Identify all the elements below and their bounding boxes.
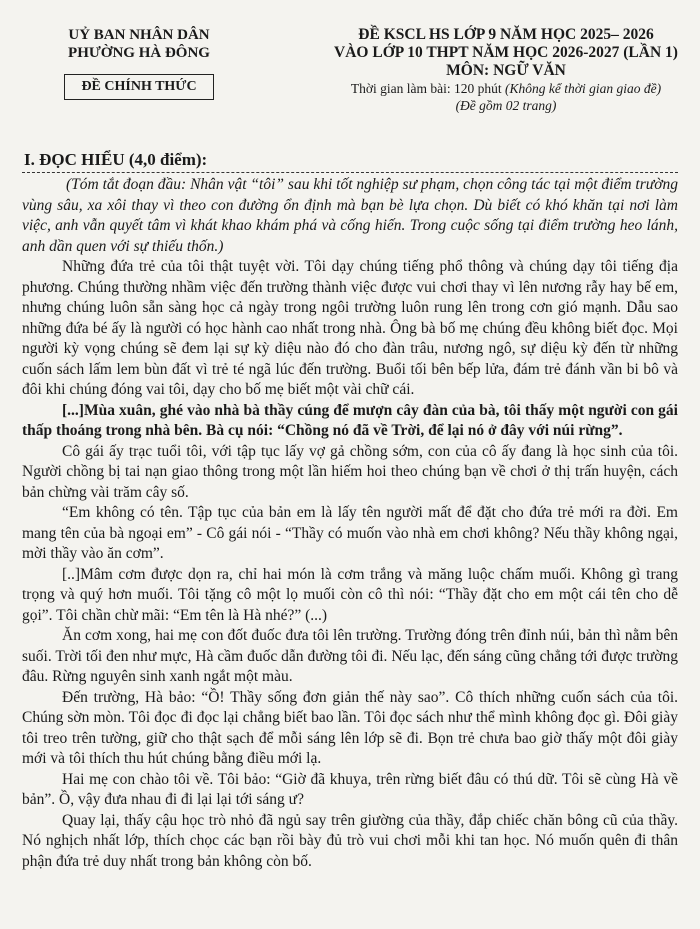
passage-paragraph: Đến trường, Hà bảo: “Ồ! Thầy sống đơn giản thế này sao”. Cô thích những cuốn sách của tôi. Chúng sờn mòn. Tôi đọc đi đọc lại chẳng biết bao lần. Tôi đọc sách như thể mình không đọc gì. Đôi giày tôi treo trên tường, giữ cho thật sạch để mỗi sáng lên lớp sẽ đi. Bọn trẻ chưa bao giờ thấy một đôi giày mới và tôi thích thu hút chúng bằng điều mới lạ. [22,688,678,767]
exam-info [312,26,700,114]
exam-title-line-2: VÀO LỚP 10 THPT NĂM HỌC 2026-2027 (LẦN 1) [334,44,678,61]
time-label: Thời gian làm bài: 120 phút [350,81,502,96]
passage-paragraph: Ăn cơm xong, hai mẹ con đốt đuốc đưa tôi lên trường. Trường đóng trên đỉnh núi, bản thì nằm bên suối. Trời tối đen như mực, Hà cầm đuốc dẫn đường tôi đi. Nếu lạc, đến sáng cũng chẳng tới được trường đâu. Rừng nguyên sinh xanh ngắt một màu. [22,627,678,685]
passage-paragraph: Hai mẹ con chào tôi về. Tôi bảo: “Giờ đã khuya, trên rừng biết đâu có thú dữ. Tôi sẽ cùng Hà về bản”. Ồ, vậy đưa nhau đi đi lại lại tới sáng ư? [22,770,678,808]
org-line-1: UỶ BAN NHÂN DÂN [68,27,210,43]
passage-paragraph: Quay lại, thấy cậu học trò nhỏ đã ngủ say trên giường của thầy, đắp chiếc chăn bông cũ của thầy. Nó nghịch nhất lớp, thích chọc các bạn rồi bày đủ trò vui chơi mỗi khi tan học. Nó muốn quên đi thân phận đứa trẻ duy nhất trong bản không còn bố. [22,811,678,870]
pages-note: (Đề gồm 02 trang) [455,98,557,113]
passage-summary: (Tóm tắt đoạn đầu: Nhân vật “tôi” sau khi tốt nghiệp sư phạm, chọn công tác tại một điểm trường vùng sâu, xa xôi thay vì theo con đường ổn định mà bạn bè lựa chọn. Dù biết có khó khăn tại nơi làm việc, anh vẫn quyết tâm vì khát khao khám phá và cống hiến. Trong cuộc sống tại điểm trường heo lánh, anh dần quen với sự thiếu thốn.) [22,176,678,255]
passage-paragraph: [...]Mùa xuân, ghé vào nhà bà thầy cúng để mượn cây đàn của bà, tôi thấy một người con gái thấp thoáng trong nhà bên. Bà cụ nói: “Chồng nó đã về Trời, để lại nó ở đây với núi rừng”. [22,401,678,439]
passage-paragraph: Những đứa trẻ của tôi thật tuyệt vời. Tôi dạy chúng tiếng phổ thông và chúng dạy tôi tiếng địa phương. Chúng thường nhầm việc đến trường thành việc được vui chơi thay vì lên nương rẫy hay bế em, nhưng chúng luôn sẵn sàng học cả ngày trong ngôi trường luôn rung lên trong cơn gió mạnh. Dẫu sao những đứa bé ấy là người có học hành cao nhất trong nhà. Ông bà bố mẹ chúng đều không biết đọc. Mọi người kỳ vọng chúng sẽ đem lại sự kỳ diệu nào đó cho đàn trâu, nương ngô, sự diệu kỳ đến từ những cuốn sách lấm lem bùn đất vì trẻ té ngã lúc đến trường. Buổi tối bên bếp lửa, đám trẻ đánh vần bi bô và đôi khi chúng đóng vai tôi, dạy cho bố mẹ biết một vài chữ cái. [22,258,678,398]
official-label-box: ĐỀ CHÍNH THỨC [64,74,214,100]
exam-header [22,18,678,136]
section-title: I. ĐỌC HIỂU (4,0 điểm): [24,150,208,169]
dashed-divider [22,172,678,173]
exam-subject: MÔN: NGỮ VĂN [446,62,566,79]
time-note: (Không kể thời gian giao đề) [505,81,662,96]
issuing-authority [44,26,234,100]
exam-title-line-1: ĐỀ KSCL HS LỚP 9 NĂM HỌC 2025– 2026 [358,26,654,43]
passage-paragraph: “Em không có tên. Tập tục của bản em là lấy tên người mất để đặt cho đứa trẻ mới ra đời. Em mang tên của bà ngoại em” - Cô gái nói - “Thầy có muốn vào nhà em chơi không? Nếu thầy không ngại, mời thầy vào ăn cơm”. [22,504,678,562]
passage-paragraph: Cô gái ấy trạc tuổi tôi, với tập tục lấy vợ gả chồng sớm, con của cô ấy đang là học sinh của tôi. Người chồng bị tai nạn giao thông trong một lần hiếm hoi theo chúng bạn về chơi ở thị trấn huyện, cách bản chừng vài trăm cây số. [22,442,678,501]
org-line-2: PHƯỜNG HÀ ĐÔNG [68,45,210,61]
exam-time [312,80,700,97]
passage-paragraph: [..]Mâm cơm được dọn ra, chỉ hai món là cơm trắng và măng luộc chấm muối. Không gì trang trọng và quý hơn muối. Tôi tặng cô một lọ muối còn cô thì nói: “Thầy đặt cho em một cái tên cho dễ gọi”. Tôi chần chừ mãi: “Em tên là Hà nhé?” (...) [22,565,678,624]
pages-note-line [312,97,700,114]
